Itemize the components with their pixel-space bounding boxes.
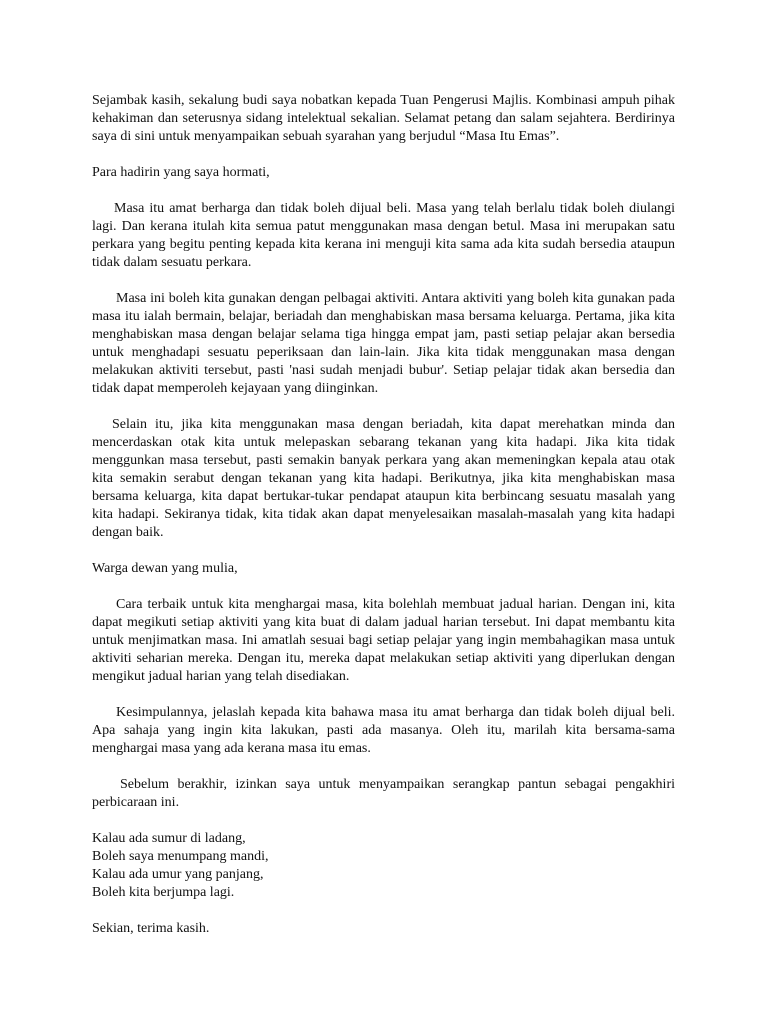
greeting-hadirin: Para hadirin yang saya hormati, (92, 165, 270, 180)
pantun-line: Kalau ada sumur di ladang, (92, 831, 246, 846)
pantun-line: Boleh kita berjumpa lagi. (92, 885, 235, 900)
pantun-block (92, 830, 675, 902)
body-paragraph-6: Sebelum berakhir, izinkan saya untuk menyampaikan serangkap pantun sebagai pengakhiri perbicaraan ini. (92, 777, 675, 810)
body-paragraph-3: Selain itu, jika kita menggunakan masa dengan beriadah, kita dapat merehatkan minda dan mencerdaskan otak kita untuk melepaskan sebarang tekanan yang kita hadapi. Jika kita tidak menggunkan masa tersebut, pasti semakin banyak perkara yang akan memeningkan kepala atau otak kita semakin serabut dengan tekanan yang kita hadapi. Berikutnya, jika kita menghabiskan masa bersama keluarga, kita dapat bertukar-tukar pendapat ataupun kita berbincang sesuatu masalah yang kita hadapi. Sekiranya tidak, kita tidak akan dapat menyelesaikan masalah-masalah yang kita hadapi dengan baik. (92, 417, 675, 540)
intro-paragraph: Sejambak kasih, sekalung budi saya nobatkan kepada Tuan Pengerusi Majlis. Kombinasi ampuh pihak kehakiman dan seterusnya sidang intelektual sekalian. Selamat petang dan salam sejahtera. Berdirinya saya di sini untuk menyampaikan sebuah syarahan yang berjudul “Masa Itu Emas”. (92, 93, 675, 144)
body-paragraph-5: Kesimpulannya, jelaslah kepada kita bahawa masa itu amat berharga dan tidak boleh dijual beli. Apa sahaja yang ingin kita lakukan, pasti ada masanya. Oleh itu, marilah kita bersama-sama menghargai masa yang ada kerana masa itu emas. (92, 705, 675, 756)
body-paragraph-1: Masa itu amat berharga dan tidak boleh dijual beli. Masa yang telah berlalu tidak boleh diulangi lagi. Dan kerana itulah kita semua patut menggunakan masa dengan betul. Masa ini merupakan satu perkara yang begitu penting kepada kita kerana ini menguji kita sama ada kita sudah bersedia ataupun tidak dalam sesuatu perkara. (92, 201, 675, 270)
pantun-line: Kalau ada umur yang panjang, (92, 867, 264, 882)
body-paragraph-4: Cara terbaik untuk kita menghargai masa, kita bolehlah membuat jadual harian. Dengan ini, kita dapat megikuti setiap aktiviti yang kita buat di dalam jadual harian tersebut. Ini dapat membantu kita untuk menjimatkan masa. Ini amatlah sesuai bagi setiap pelajar yang ingin membahagikan masa untuk aktiviti seharian mereka. Dengan itu, mereka dapat melakukan setiap aktiviti yang diperlukan dengan mengikut jadual harian yang telah disediakan. (92, 597, 675, 684)
document-content (92, 92, 675, 956)
closing-line: Sekian, terima kasih. (92, 921, 210, 936)
pantun-line: Boleh saya menumpang mandi, (92, 849, 269, 864)
body-paragraph-2: Masa ini boleh kita gunakan dengan pelbagai aktiviti. Antara aktiviti yang boleh kita gunakan pada masa itu ialah bermain, belajar, beriadah dan menghabiskan masa bersama keluarga. Pertama, jika kita menghabiskan masa dengan belajar selama tiga hingga empat jam, pasti setiap pelajar akan bersedia untuk menghadapi sesuatu peperiksaan dan lain-lain. Jika kita tidak menggunakan masa dengan melakukan aktiviti tersebut, pasti 'nasi sudah menjadi bubur'. Setiap pelajar tidak akan bersedia dan tidak dapat memperoleh kejayaan yang diinginkan. (92, 291, 675, 396)
greeting-warga-dewan: Warga dewan yang mulia, (92, 561, 238, 576)
